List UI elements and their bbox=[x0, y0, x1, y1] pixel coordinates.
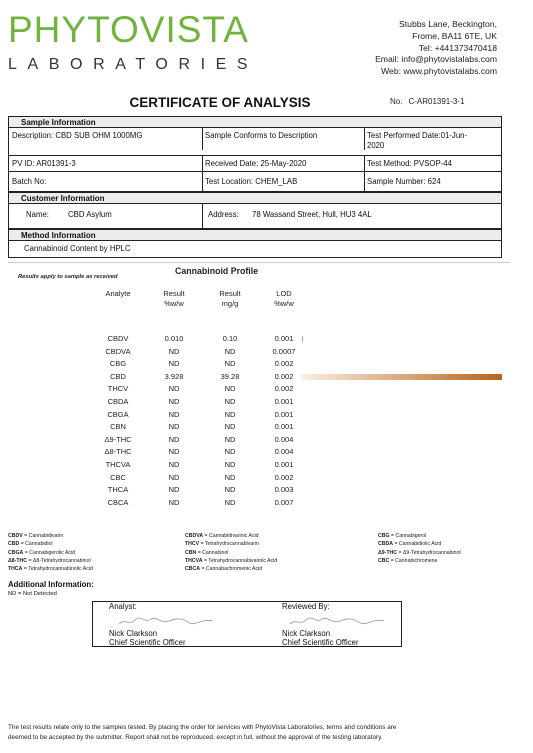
result-mg-cell: 0.10 bbox=[222, 334, 238, 343]
abbreviation-item bbox=[185, 565, 277, 573]
abbreviation-item bbox=[8, 565, 93, 573]
sample-row-2 bbox=[9, 155, 501, 171]
abbreviation-definition: = Tetrahydrocannabinolic Acid bbox=[22, 566, 93, 573]
test-location: Test Location: CHEM_LAB bbox=[205, 177, 298, 186]
header-lod bbox=[262, 289, 306, 309]
abbreviation-term: CBD bbox=[8, 541, 20, 548]
analyte-cell: CBD bbox=[110, 371, 126, 381]
abbreviation-term: CBG bbox=[378, 533, 390, 539]
abbreviation-item bbox=[185, 557, 277, 565]
abbreviation-term: CBDA bbox=[378, 541, 393, 548]
method-text: Cannabinoid Content by HPLC bbox=[24, 244, 131, 253]
result-pct-cell: 3.928 bbox=[164, 371, 184, 381]
sample-information-box bbox=[8, 116, 502, 192]
analyte-cell: CBDVA bbox=[105, 346, 131, 356]
table-row bbox=[0, 434, 520, 447]
abbreviation-column bbox=[185, 532, 277, 573]
pv-id: PV ID: AR01391-3 bbox=[12, 159, 76, 168]
lod-cell: 0.0007 bbox=[272, 346, 296, 356]
sample-number: Sample Number: 624 bbox=[367, 177, 441, 186]
abbreviation-definition: = Cannabidiolic Acid bbox=[393, 541, 442, 548]
table-row bbox=[0, 358, 520, 371]
signature-box bbox=[92, 601, 402, 647]
abbreviation-item bbox=[185, 549, 277, 557]
abbreviation-term: THCVA bbox=[185, 557, 203, 564]
footer-line2: deemed to be accepted by the submitter. Report shall not be reproduced, except in full, without the approval of the testing laboratory. bbox=[8, 733, 383, 741]
abbreviation-term: CBN bbox=[185, 549, 197, 556]
analyte-cell: CBG bbox=[109, 359, 127, 369]
result-pct-cell: ND bbox=[168, 384, 180, 394]
reviewer-name: Nick Clarkson bbox=[282, 629, 331, 638]
abbreviation-item bbox=[185, 540, 277, 548]
header-lod-line1: LOD bbox=[276, 289, 292, 298]
table-row bbox=[0, 497, 520, 510]
table-row bbox=[0, 446, 520, 459]
analyte-cell: CBN bbox=[110, 422, 126, 432]
lod-cell: 0.001 bbox=[274, 397, 294, 406]
additional-info-text: ND = Not Detected bbox=[8, 591, 57, 597]
reviewer-label: Reviewed By: bbox=[282, 602, 330, 611]
lod-cell: 0.002 bbox=[274, 472, 294, 482]
result-pct-cell: ND bbox=[168, 460, 180, 469]
analyst-name: Nick Clarkson bbox=[109, 629, 158, 638]
result-pct-cell: ND bbox=[168, 397, 180, 406]
lod-cell: 0.001 bbox=[274, 409, 294, 419]
customer-name-label: Name: bbox=[26, 210, 49, 219]
table-row bbox=[0, 383, 520, 396]
header-result-pct-line1: Result bbox=[163, 289, 185, 298]
abbreviation-item bbox=[8, 549, 93, 557]
result-mg-cell: ND bbox=[224, 359, 236, 369]
address-web[interactable]: Web: www.phytovistalabs.com bbox=[381, 66, 497, 77]
address-phone: Tel: +441373470418 bbox=[418, 42, 497, 53]
logo-wordmark: PHYTOVISTA bbox=[8, 9, 249, 50]
lod-cell: 0.001 bbox=[274, 460, 294, 469]
profile-title: Cannabinoid Profile bbox=[175, 266, 259, 276]
abbreviation-definition: = Cannabinol bbox=[196, 549, 229, 556]
result-pct-cell: ND bbox=[168, 409, 180, 419]
result-mg-cell: ND bbox=[224, 422, 236, 432]
customer-address-label: Address: bbox=[208, 210, 239, 219]
result-mg-cell: ND bbox=[224, 397, 236, 406]
logo-subtitle: LABORATORIES bbox=[8, 56, 259, 73]
abbreviation-term: CBGA bbox=[8, 549, 24, 556]
analyst-signature bbox=[117, 612, 217, 630]
abbreviation-definition: = Cannabidivarin bbox=[22, 533, 64, 539]
abbreviation-definition: = Cannabichromene bbox=[389, 557, 438, 564]
result-mg-cell: 39.28 bbox=[220, 371, 240, 381]
header-lod-line2: %w/w bbox=[274, 299, 294, 308]
result-mg-cell: ND bbox=[224, 485, 236, 495]
result-pct-cell: 0.010 bbox=[164, 334, 184, 343]
company-address bbox=[375, 19, 497, 78]
result-mg-cell: ND bbox=[224, 409, 236, 419]
test-method: Test Method: PVSOP-44 bbox=[367, 159, 452, 168]
certificate-number-label: No. bbox=[390, 97, 403, 106]
table-row bbox=[0, 459, 520, 472]
sample-conforms: Sample Conforms to Description bbox=[205, 131, 318, 140]
abbreviation-column bbox=[378, 532, 461, 565]
result-pct-cell: ND bbox=[168, 472, 180, 482]
result-pct-cell: ND bbox=[168, 359, 180, 369]
test-performed-date bbox=[364, 128, 502, 150]
customer-row bbox=[9, 204, 501, 229]
result-pct-cell: ND bbox=[168, 434, 180, 444]
customer-information-box bbox=[8, 192, 502, 229]
certificate-title: CERTIFICATE OF ANALYSIS bbox=[129, 95, 311, 110]
abbreviation-definition: = Tetrahydrocannabivarin bbox=[199, 541, 259, 548]
abbreviation-column bbox=[8, 532, 93, 573]
analyte-cell: THCV bbox=[107, 384, 129, 394]
header-result-pct-line2: %w/w bbox=[164, 299, 184, 308]
method-information-box bbox=[8, 229, 502, 258]
certificate-number bbox=[390, 97, 464, 106]
test-performed-date-line2: 2020 bbox=[367, 141, 385, 150]
table-row bbox=[0, 409, 520, 422]
sample-row-3 bbox=[9, 171, 501, 192]
table-row bbox=[0, 484, 520, 497]
address-email[interactable]: Email: info@phytovistalabs.com bbox=[375, 54, 497, 65]
sample-description: Description: CBD SUB OHM 1000MG bbox=[12, 131, 143, 140]
address-line: Frome, BA11 6TE, UK bbox=[412, 30, 497, 41]
result-pct-cell: ND bbox=[168, 447, 180, 457]
abbreviation-item bbox=[378, 540, 461, 548]
result-mg-cell: ND bbox=[224, 434, 236, 444]
result-mg-cell: ND bbox=[224, 472, 236, 482]
reviewer-title: Chief Scientific Officer bbox=[282, 638, 359, 647]
test-performed-date-line1: Test Performed Date:01-Jun- bbox=[367, 131, 468, 140]
abbreviation-definition: = Δ9-Tetrahydrocannabinol bbox=[397, 549, 461, 556]
analyst-label: Analyst: bbox=[109, 602, 137, 611]
abbreviation-item bbox=[378, 532, 461, 540]
abbreviation-definition: = Cannabachromenic Acid bbox=[200, 566, 263, 573]
reviewer-signature bbox=[288, 612, 388, 630]
analyte-cell: Δ9-THC bbox=[104, 434, 132, 444]
lod-cell: 0.002 bbox=[274, 371, 294, 381]
footer-line1: The test results relate only to the samples tested. By placing the order for services with PhytoVista Laboratories, terms and conditions are bbox=[8, 724, 397, 731]
abbreviation-term: Δ8-THC bbox=[8, 557, 28, 564]
received-date: Received Date: 25-May-2020 bbox=[205, 159, 307, 168]
lod-cell: 0.001 bbox=[274, 334, 294, 343]
abbreviation-item bbox=[8, 557, 93, 565]
result-mg-cell: ND bbox=[224, 497, 236, 507]
abbreviation-item bbox=[378, 557, 461, 565]
lod-cell: 0.002 bbox=[274, 359, 294, 369]
certificate-number-value: C-AR01391-3-1 bbox=[408, 97, 465, 106]
section-heading-sample: Sample Information bbox=[9, 117, 501, 128]
lod-cell: 0.002 bbox=[274, 384, 294, 394]
table-row bbox=[0, 396, 520, 409]
analyst-title: Chief Scientific Officer bbox=[109, 638, 186, 647]
customer-name: CBD Asylum bbox=[68, 210, 112, 219]
abbreviation-definition: = Cannabigerolic Acid bbox=[23, 549, 76, 556]
lod-cell: 0.001 bbox=[274, 422, 294, 432]
result-pct-cell: ND bbox=[168, 346, 180, 356]
abbreviation-term: Δ9-THC bbox=[378, 549, 398, 556]
table-row bbox=[0, 472, 520, 485]
abbreviation-term: CBDVA bbox=[185, 533, 204, 539]
result-bar bbox=[302, 374, 502, 380]
lod-cell: 0.003 bbox=[274, 485, 294, 495]
analyte-cell: THCA bbox=[107, 485, 129, 495]
header-result-mg bbox=[208, 289, 252, 309]
result-mg-cell: ND bbox=[224, 460, 236, 469]
header-result-pct bbox=[152, 289, 196, 309]
abbreviation-term: CBDV bbox=[8, 533, 23, 539]
header-result-mg-line2: mg/g bbox=[221, 299, 239, 308]
header-analyte: Analyte bbox=[105, 289, 131, 298]
result-mg-cell: ND bbox=[224, 384, 236, 394]
address-line: Stubbs Lane, Beckington, bbox=[399, 19, 497, 29]
abbreviation-definition: = Tetrahydrocannabivarinic Acid bbox=[202, 557, 278, 564]
divider bbox=[8, 262, 510, 263]
batch-no: Batch No: bbox=[12, 177, 47, 186]
abbreviation-item bbox=[8, 540, 93, 548]
result-mg-cell: ND bbox=[224, 346, 236, 356]
customer-address: 78 Wassand Street, Hull, HU3 4AL bbox=[252, 210, 372, 219]
analyte-cell: CBDV bbox=[107, 334, 129, 343]
abbreviation-term: THCV bbox=[185, 541, 200, 548]
abbreviation-item bbox=[8, 532, 93, 540]
result-pct-cell: ND bbox=[168, 497, 180, 507]
lod-cell: 0.004 bbox=[274, 447, 294, 457]
analyte-cell: CBC bbox=[110, 472, 126, 482]
section-heading-customer: Customer Information bbox=[9, 193, 501, 204]
analyte-cell: CBCA bbox=[107, 497, 129, 507]
table-row bbox=[0, 346, 520, 359]
abbreviation-definition: = Cannabidivarinic Acid bbox=[203, 533, 259, 539]
abbreviation-term: THCA bbox=[8, 566, 23, 573]
result-pct-cell: ND bbox=[168, 485, 180, 495]
sample-row-1 bbox=[9, 128, 501, 150]
analyte-cell: THCVA bbox=[105, 460, 131, 469]
analyte-cell: Δ8-THC bbox=[104, 447, 132, 457]
table-row bbox=[0, 333, 520, 346]
abbreviation-definition: = Cannabidiol bbox=[19, 541, 53, 548]
results-note: Results apply to sample as received bbox=[18, 274, 118, 280]
table-row bbox=[0, 371, 520, 384]
abbreviation-term: CBC bbox=[378, 557, 390, 564]
abbreviation-definition: = Cannabigerol bbox=[389, 533, 427, 539]
company-logo bbox=[8, 10, 258, 74]
footer-disclaimer bbox=[8, 723, 528, 742]
analyte-cell: CBDA bbox=[107, 397, 129, 406]
header-result-mg-line1: Result bbox=[219, 289, 241, 298]
result-mg-cell: ND bbox=[224, 447, 236, 457]
abbreviation-item bbox=[378, 549, 461, 557]
abbreviation-definition: = Δ8-Tetrahydrocannabinol bbox=[27, 557, 91, 564]
additional-info-heading: Additional Information: bbox=[8, 580, 94, 589]
abbreviation-item bbox=[185, 532, 277, 540]
result-pct-cell: ND bbox=[168, 422, 180, 432]
result-bar bbox=[302, 336, 303, 342]
lod-cell: 0.004 bbox=[274, 434, 294, 444]
abbreviation-term: CBCA bbox=[185, 566, 200, 573]
lod-cell: 0.007 bbox=[274, 497, 294, 507]
analyte-cell: CBGA bbox=[107, 409, 129, 419]
table-row bbox=[0, 421, 520, 434]
section-heading-method: Method Information bbox=[9, 230, 501, 241]
